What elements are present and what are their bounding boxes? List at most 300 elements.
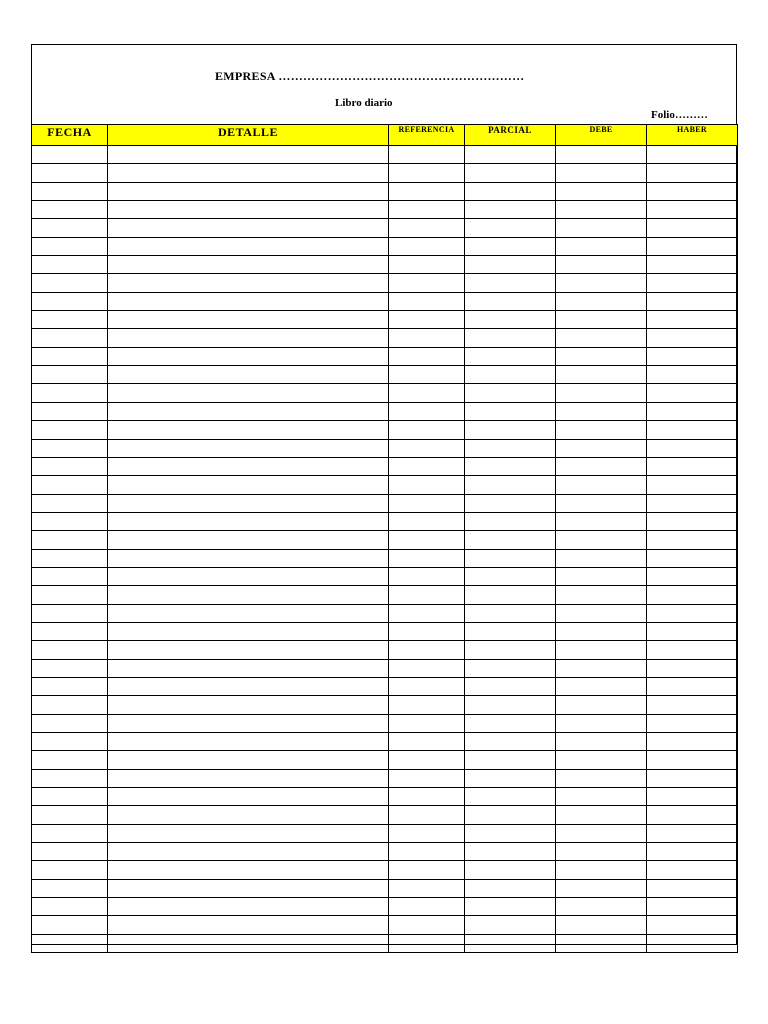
- referencia-cell: [389, 421, 465, 439]
- parcial-cell: [465, 604, 556, 622]
- debe-cell: [556, 824, 647, 842]
- parcial-cell: [465, 622, 556, 640]
- table-row: [32, 879, 738, 897]
- fecha-cell: [32, 586, 108, 604]
- fecha-cell: [32, 402, 108, 420]
- fecha-cell: [32, 164, 108, 182]
- parcial-cell: [465, 347, 556, 365]
- debe-cell: [556, 641, 647, 659]
- parcial-cell: [465, 476, 556, 494]
- debe-cell: [556, 586, 647, 604]
- haber-cell: [647, 879, 738, 897]
- parcial-cell: [465, 714, 556, 732]
- haber-cell: [647, 641, 738, 659]
- parcial-cell: [465, 311, 556, 329]
- detalle-cell: [108, 421, 389, 439]
- haber-cell: [647, 824, 738, 842]
- referencia-cell: [389, 843, 465, 861]
- table-row: [32, 898, 738, 916]
- referencia-cell: [389, 622, 465, 640]
- parcial-cell: [465, 696, 556, 714]
- debe-cell: [556, 274, 647, 292]
- debe-cell: [556, 219, 647, 237]
- parcial-cell: [465, 201, 556, 219]
- table-row: [32, 439, 738, 457]
- detalle-cell: [108, 586, 389, 604]
- column-header-fecha: FECHA: [32, 125, 108, 146]
- detalle-cell: [108, 237, 389, 255]
- debe-cell: [556, 751, 647, 769]
- detalle-cell: [108, 824, 389, 842]
- column-header-parcial: PARCIAL: [465, 125, 556, 146]
- haber-cell: [647, 934, 738, 952]
- table-row: [32, 347, 738, 365]
- fecha-cell: [32, 421, 108, 439]
- journal-table: [31, 124, 738, 953]
- fecha-cell: [32, 879, 108, 897]
- debe-cell: [556, 201, 647, 219]
- referencia-cell: [389, 292, 465, 310]
- detalle-cell: [108, 714, 389, 732]
- detalle-cell: [108, 696, 389, 714]
- haber-cell: [647, 384, 738, 402]
- debe-cell: [556, 476, 647, 494]
- table-row: [32, 164, 738, 182]
- parcial-cell: [465, 274, 556, 292]
- journal-body: [32, 146, 738, 953]
- parcial-cell: [465, 916, 556, 934]
- debe-cell: [556, 402, 647, 420]
- referencia-cell: [389, 806, 465, 824]
- table-row: [32, 696, 738, 714]
- detalle-cell: [108, 806, 389, 824]
- haber-cell: [647, 714, 738, 732]
- parcial-cell: [465, 164, 556, 182]
- table-row: [32, 677, 738, 695]
- table-row: [32, 733, 738, 751]
- fecha-cell: [32, 751, 108, 769]
- fecha-cell: [32, 329, 108, 347]
- fecha-cell: [32, 494, 108, 512]
- detalle-cell: [108, 256, 389, 274]
- column-header-haber: HABER: [647, 125, 738, 146]
- fecha-cell: [32, 641, 108, 659]
- parcial-cell: [465, 824, 556, 842]
- referencia-cell: [389, 567, 465, 585]
- haber-cell: [647, 219, 738, 237]
- haber-cell: [647, 329, 738, 347]
- referencia-cell: [389, 476, 465, 494]
- folio-field: Folio………: [651, 109, 708, 121]
- detalle-cell: [108, 402, 389, 420]
- table-row: [32, 292, 738, 310]
- parcial-cell: [465, 861, 556, 879]
- detalle-cell: [108, 201, 389, 219]
- parcial-cell: [465, 879, 556, 897]
- detalle-cell: [108, 292, 389, 310]
- fecha-cell: [32, 898, 108, 916]
- referencia-cell: [389, 604, 465, 622]
- haber-cell: [647, 476, 738, 494]
- referencia-cell: [389, 879, 465, 897]
- parcial-cell: [465, 146, 556, 164]
- haber-cell: [647, 806, 738, 824]
- table-row: [32, 274, 738, 292]
- debe-cell: [556, 531, 647, 549]
- table-row: [32, 311, 738, 329]
- fecha-cell: [32, 384, 108, 402]
- haber-cell: [647, 531, 738, 549]
- table-row: [32, 329, 738, 347]
- haber-cell: [647, 201, 738, 219]
- detalle-cell: [108, 439, 389, 457]
- debe-cell: [556, 256, 647, 274]
- debe-cell: [556, 164, 647, 182]
- haber-cell: [647, 457, 738, 475]
- parcial-cell: [465, 934, 556, 952]
- debe-cell: [556, 604, 647, 622]
- haber-cell: [647, 512, 738, 530]
- debe-cell: [556, 934, 647, 952]
- detalle-cell: [108, 604, 389, 622]
- referencia-cell: [389, 861, 465, 879]
- table-row: [32, 769, 738, 787]
- detalle-cell: [108, 788, 389, 806]
- fecha-cell: [32, 292, 108, 310]
- detalle-cell: [108, 879, 389, 897]
- referencia-cell: [389, 274, 465, 292]
- detalle-cell: [108, 274, 389, 292]
- parcial-cell: [465, 898, 556, 916]
- haber-cell: [647, 696, 738, 714]
- table-row: [32, 512, 738, 530]
- parcial-cell: [465, 586, 556, 604]
- debe-cell: [556, 788, 647, 806]
- referencia-cell: [389, 549, 465, 567]
- detalle-cell: [108, 861, 389, 879]
- haber-cell: [647, 622, 738, 640]
- referencia-cell: [389, 824, 465, 842]
- detalle-cell: [108, 329, 389, 347]
- debe-cell: [556, 439, 647, 457]
- referencia-cell: [389, 751, 465, 769]
- haber-cell: [647, 182, 738, 200]
- parcial-cell: [465, 384, 556, 402]
- detalle-cell: [108, 311, 389, 329]
- referencia-cell: [389, 182, 465, 200]
- parcial-cell: [465, 531, 556, 549]
- debe-cell: [556, 916, 647, 934]
- parcial-cell: [465, 567, 556, 585]
- debe-cell: [556, 292, 647, 310]
- haber-cell: [647, 604, 738, 622]
- referencia-cell: [389, 531, 465, 549]
- detalle-cell: [108, 659, 389, 677]
- parcial-cell: [465, 457, 556, 475]
- referencia-cell: [389, 256, 465, 274]
- parcial-cell: [465, 769, 556, 787]
- debe-cell: [556, 733, 647, 751]
- fecha-cell: [32, 512, 108, 530]
- company-field: EMPRESA ……………………………………………………: [215, 69, 525, 83]
- fecha-cell: [32, 531, 108, 549]
- table-row: [32, 146, 738, 164]
- fecha-cell: [32, 274, 108, 292]
- parcial-cell: [465, 329, 556, 347]
- haber-cell: [647, 677, 738, 695]
- debe-cell: [556, 421, 647, 439]
- table-row: [32, 402, 738, 420]
- haber-cell: [647, 549, 738, 567]
- parcial-cell: [465, 402, 556, 420]
- haber-cell: [647, 421, 738, 439]
- table-row: [32, 256, 738, 274]
- fecha-cell: [32, 916, 108, 934]
- haber-cell: [647, 402, 738, 420]
- referencia-cell: [389, 788, 465, 806]
- detalle-cell: [108, 512, 389, 530]
- parcial-cell: [465, 659, 556, 677]
- fecha-cell: [32, 714, 108, 732]
- column-header-detalle: DETALLE: [108, 125, 389, 146]
- debe-cell: [556, 714, 647, 732]
- haber-cell: [647, 366, 738, 384]
- parcial-cell: [465, 733, 556, 751]
- detalle-cell: [108, 146, 389, 164]
- detalle-cell: [108, 769, 389, 787]
- parcial-cell: [465, 641, 556, 659]
- haber-cell: [647, 788, 738, 806]
- debe-cell: [556, 329, 647, 347]
- referencia-cell: [389, 659, 465, 677]
- debe-cell: [556, 311, 647, 329]
- haber-cell: [647, 311, 738, 329]
- haber-cell: [647, 751, 738, 769]
- haber-cell: [647, 347, 738, 365]
- haber-cell: [647, 733, 738, 751]
- fecha-cell: [32, 457, 108, 475]
- fecha-cell: [32, 843, 108, 861]
- fecha-cell: [32, 861, 108, 879]
- referencia-cell: [389, 934, 465, 952]
- haber-cell: [647, 146, 738, 164]
- fecha-cell: [32, 476, 108, 494]
- debe-cell: [556, 146, 647, 164]
- table-row: [32, 384, 738, 402]
- parcial-cell: [465, 512, 556, 530]
- referencia-cell: [389, 402, 465, 420]
- detalle-cell: [108, 164, 389, 182]
- detalle-cell: [108, 182, 389, 200]
- referencia-cell: [389, 439, 465, 457]
- fecha-cell: [32, 622, 108, 640]
- detalle-cell: [108, 916, 389, 934]
- haber-cell: [647, 586, 738, 604]
- fecha-cell: [32, 237, 108, 255]
- haber-cell: [647, 567, 738, 585]
- referencia-cell: [389, 769, 465, 787]
- column-header-referencia: REFERENCIA: [389, 125, 465, 146]
- parcial-cell: [465, 219, 556, 237]
- haber-cell: [647, 861, 738, 879]
- table-row: [32, 806, 738, 824]
- haber-cell: [647, 164, 738, 182]
- table-header-row: [32, 125, 738, 146]
- referencia-cell: [389, 329, 465, 347]
- detalle-cell: [108, 549, 389, 567]
- table-row: [32, 476, 738, 494]
- table-row: [32, 843, 738, 861]
- referencia-cell: [389, 677, 465, 695]
- detalle-cell: [108, 494, 389, 512]
- parcial-cell: [465, 182, 556, 200]
- referencia-cell: [389, 366, 465, 384]
- detalle-cell: [108, 366, 389, 384]
- referencia-cell: [389, 696, 465, 714]
- debe-cell: [556, 567, 647, 585]
- fecha-cell: [32, 347, 108, 365]
- table-row: [32, 182, 738, 200]
- detalle-cell: [108, 934, 389, 952]
- debe-cell: [556, 898, 647, 916]
- table-row: [32, 659, 738, 677]
- table-row: [32, 567, 738, 585]
- referencia-cell: [389, 714, 465, 732]
- table-row: [32, 861, 738, 879]
- referencia-cell: [389, 347, 465, 365]
- table-row: [32, 421, 738, 439]
- column-header-debe: DEBE: [556, 125, 647, 146]
- referencia-cell: [389, 641, 465, 659]
- detalle-cell: [108, 843, 389, 861]
- table-row: [32, 201, 738, 219]
- haber-cell: [647, 237, 738, 255]
- detalle-cell: [108, 457, 389, 475]
- haber-cell: [647, 769, 738, 787]
- table-row: [32, 751, 738, 769]
- parcial-cell: [465, 421, 556, 439]
- detalle-cell: [108, 476, 389, 494]
- parcial-cell: [465, 439, 556, 457]
- debe-cell: [556, 879, 647, 897]
- table-row: [32, 622, 738, 640]
- parcial-cell: [465, 494, 556, 512]
- haber-cell: [647, 292, 738, 310]
- detalle-cell: [108, 219, 389, 237]
- parcial-cell: [465, 677, 556, 695]
- debe-cell: [556, 622, 647, 640]
- referencia-cell: [389, 311, 465, 329]
- haber-cell: [647, 659, 738, 677]
- debe-cell: [556, 347, 647, 365]
- debe-cell: [556, 237, 647, 255]
- haber-cell: [647, 274, 738, 292]
- parcial-cell: [465, 366, 556, 384]
- table-row: [32, 219, 738, 237]
- fecha-cell: [32, 788, 108, 806]
- debe-cell: [556, 806, 647, 824]
- haber-cell: [647, 439, 738, 457]
- referencia-cell: [389, 898, 465, 916]
- referencia-cell: [389, 384, 465, 402]
- fecha-cell: [32, 439, 108, 457]
- referencia-cell: [389, 201, 465, 219]
- debe-cell: [556, 677, 647, 695]
- haber-cell: [647, 494, 738, 512]
- fecha-cell: [32, 824, 108, 842]
- debe-cell: [556, 696, 647, 714]
- table-row: [32, 641, 738, 659]
- fecha-cell: [32, 182, 108, 200]
- table-row: [32, 457, 738, 475]
- table-row: [32, 531, 738, 549]
- parcial-cell: [465, 806, 556, 824]
- fecha-cell: [32, 769, 108, 787]
- fecha-cell: [32, 677, 108, 695]
- fecha-cell: [32, 934, 108, 952]
- fecha-cell: [32, 733, 108, 751]
- fecha-cell: [32, 549, 108, 567]
- debe-cell: [556, 843, 647, 861]
- referencia-cell: [389, 219, 465, 237]
- debe-cell: [556, 384, 647, 402]
- referencia-cell: [389, 586, 465, 604]
- detalle-cell: [108, 733, 389, 751]
- table-row: [32, 549, 738, 567]
- table-row: [32, 824, 738, 842]
- fecha-cell: [32, 604, 108, 622]
- fecha-cell: [32, 146, 108, 164]
- table-row: [32, 714, 738, 732]
- table-row: [32, 366, 738, 384]
- table-row: [32, 604, 738, 622]
- fecha-cell: [32, 366, 108, 384]
- detalle-cell: [108, 751, 389, 769]
- referencia-cell: [389, 494, 465, 512]
- parcial-cell: [465, 843, 556, 861]
- detalle-cell: [108, 347, 389, 365]
- fecha-cell: [32, 567, 108, 585]
- debe-cell: [556, 182, 647, 200]
- parcial-cell: [465, 751, 556, 769]
- detalle-cell: [108, 622, 389, 640]
- parcial-cell: [465, 292, 556, 310]
- table-row: [32, 788, 738, 806]
- haber-cell: [647, 916, 738, 934]
- table-row: [32, 586, 738, 604]
- haber-cell: [647, 843, 738, 861]
- referencia-cell: [389, 237, 465, 255]
- parcial-cell: [465, 788, 556, 806]
- fecha-cell: [32, 659, 108, 677]
- debe-cell: [556, 494, 647, 512]
- detalle-cell: [108, 677, 389, 695]
- fecha-cell: [32, 311, 108, 329]
- table-row: [32, 916, 738, 934]
- debe-cell: [556, 366, 647, 384]
- detalle-cell: [108, 898, 389, 916]
- debe-cell: [556, 457, 647, 475]
- detalle-cell: [108, 384, 389, 402]
- debe-cell: [556, 861, 647, 879]
- debe-cell: [556, 512, 647, 530]
- debe-cell: [556, 659, 647, 677]
- table-row: [32, 934, 738, 952]
- fecha-cell: [32, 219, 108, 237]
- parcial-cell: [465, 256, 556, 274]
- fecha-cell: [32, 806, 108, 824]
- referencia-cell: [389, 457, 465, 475]
